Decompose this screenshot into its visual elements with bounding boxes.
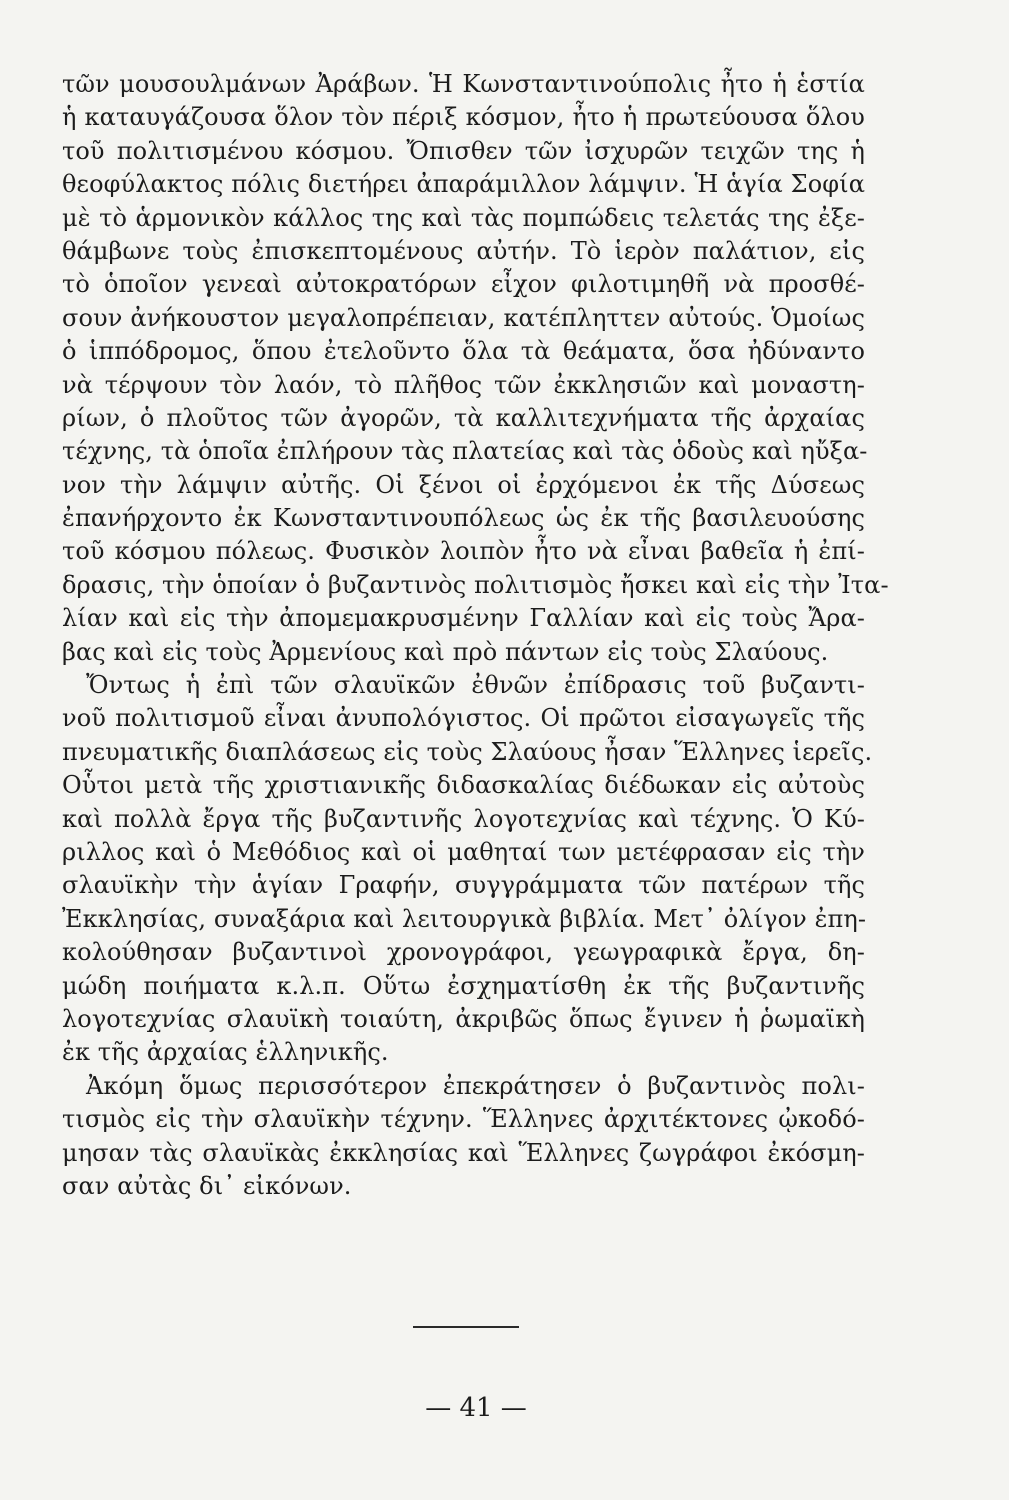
text-line: νοῦ πολιτισμοῦ εἶναι ἀνυπολόγιστος. Οἱ πρῶτοι εἰσαγωγεῖς τῆς — [62, 704, 865, 733]
text-line: μὲ τὸ ἁρμονικὸν κάλλος της καὶ τὰς πομπώδεις τελετάς της ἐξε- — [62, 203, 865, 232]
text-line: σαν αὐτὰς δι᾽ εἰκόνων. — [62, 1171, 352, 1200]
text-line: Οὗτοι μετὰ τῆς χριστιανικῆς διδασκαλίας διέδωκαν εἰς αὐτοὺς — [62, 771, 865, 800]
text-line: νὰ τέρψουν τὸν λαόν, τὸ πλῆθος τῶν ἐκκλησιῶν καὶ μοναστη- — [62, 370, 865, 399]
text-line: θάμβωνε τοὺς ἐπισκεπτομένους αὐτήν. Τὸ ἱερὸν παλάτιον, εἰς — [62, 236, 865, 265]
text-line: σλαυϊκὴν τὴν ἁγίαν Γραφήν, συγγράμματα τῶν πατέρων τῆς — [62, 871, 865, 900]
text-line: δρασις, τὴν ὁποίαν ὁ βυζαντινὸς πολιτισμὸς ἤσκει καὶ εἰς τὴν Ἰτα- — [62, 570, 889, 599]
text-line: τῶν μουσουλμάνων Ἀράβων. Ἡ Κωνσταντινούπολις ἦτο ἡ ἑστία — [62, 70, 865, 98]
body-text — [62, 68, 889, 1203]
text-line: τέχνης, τὰ ὁποῖα ἐπλήρουν τὰς πλατείας καὶ τὰς ὁδοὺς καὶ ηὔξα- — [62, 437, 868, 466]
text-line: τοῦ κόσμου πόλεως. Φυσικὸν λοιπὸν ἦτο νὰ εἶναι βαθεῖα ἡ ἐπί- — [62, 537, 865, 566]
text-line: καὶ πολλὰ ἔργα τῆς βυζαντινῆς λογοτεχνίας καὶ τέχνης. Ὁ Κύ- — [62, 804, 865, 833]
text-line: ἐκ τῆς ἀρχαίας ἑλληνικῆς. — [62, 1038, 389, 1067]
text-line: κολούθησαν βυζαντινοὶ χρονογράφοι, γεωγραφικὰ ἔργα, δη- — [62, 938, 865, 967]
text-line: τὸ ὁποῖον γενεαὶ αὐτοκρατόρων εἶχον φιλοτιμηθῆ νὰ προσθέ- — [62, 270, 865, 299]
text-line: βας καὶ εἰς τοὺς Ἀρμενίους καὶ πρὸ πάντων εἰς τοὺς Σλαύους. — [62, 637, 829, 666]
text-line: ἡ καταυγάζουσα ὅλον τὸν πέριξ κόσμον, ἦτο ἡ πρωτεύουσα ὅλου — [62, 103, 865, 132]
page-number: — 41 — — [425, 1393, 527, 1423]
text-line: ριλλος καὶ ὁ Μεθόδιος καὶ οἱ μαθηταί των μετέφρασαν εἰς τὴν — [62, 837, 865, 866]
text-line: τοῦ πολιτισμένου κόσμου. Ὄπισθεν τῶν ἰσχυρῶν τειχῶν της ἡ — [62, 136, 865, 165]
text-line: Ἐκκλησίας, συναξάρια καὶ λειτουργικὰ βιβλία. Μετ᾽ ὀλίγον ἐπη- — [62, 904, 867, 933]
text-line: λογοτεχνίας σλαυϊκὴ τοιαύτη, ἀκριβῶς ὅπως ἔγινεν ἡ ῥωμαϊκὴ — [62, 1004, 865, 1033]
text-line: ὁ ἱππόδρομος, ὅπου ἐτελοῦντο ὅλα τὰ θεάματα, ὅσα ἠδύναντο — [62, 337, 865, 366]
text-line: λίαν καὶ εἰς τὴν ἀπομεμακρυσμένην Γαλλίαν καὶ εἰς τοὺς Ἄρα- — [62, 604, 865, 633]
text-line: θεοφύλακτος πόλις διετήρει ἀπαράμιλλον λάμψιν. Ἡ ἁγία Σοφία — [62, 170, 865, 199]
text-line: τισμὸς εἰς τὴν σλαυϊκὴν τέχνην. Ἕλληνες ἀρχιτέκτονες ᾠκοδό- — [62, 1105, 865, 1134]
text-line: ρίων, ὁ πλοῦτος τῶν ἀγορῶν, τὰ καλλιτεχνήματα τῆς ἀρχαίας — [62, 403, 865, 432]
paragraph-start-line: Ἀκόμη ὅμως περισσότερον ἐπεκράτησεν ὁ βυζαντινὸς πολι- — [86, 1071, 865, 1100]
text-line: σουν ἀνήκουστον μεγαλοπρέπειαν, κατέπληττεν αὐτούς. Ὁμοίως — [62, 303, 865, 332]
text-line: μώδη ποιήματα κ.λ.π. Οὕτω ἐσχηματίσθη ἐκ τῆς βυζαντινῆς — [62, 971, 865, 1000]
text-line: νον τὴν λάμψιν αὐτῆς. Οἱ ξένοι οἱ ἐρχόμενοι ἐκ τῆς Δύσεως — [62, 470, 865, 499]
section-divider — [413, 1326, 519, 1328]
paragraph-start-line: Ὄντως ἡ ἐπὶ τῶν σλαυϊκῶν ἐθνῶν ἐπίδρασις τοῦ βυζαντι- — [86, 671, 865, 700]
text-line: πνευματικῆς διαπλάσεως εἰς τοὺς Σλαύους ἦσαν Ἕλληνες ἱερεῖς. — [62, 737, 873, 766]
text-line: ἐπανήρχοντο ἐκ Κωνσταντινουπόλεως ὡς ἐκ τῆς βασιλευούσης — [62, 504, 865, 533]
text-line: μησαν τὰς σλαυϊκὰς ἐκκλησίας καὶ Ἕλληνες ζωγράφοι ἐκόσμη- — [62, 1138, 865, 1167]
